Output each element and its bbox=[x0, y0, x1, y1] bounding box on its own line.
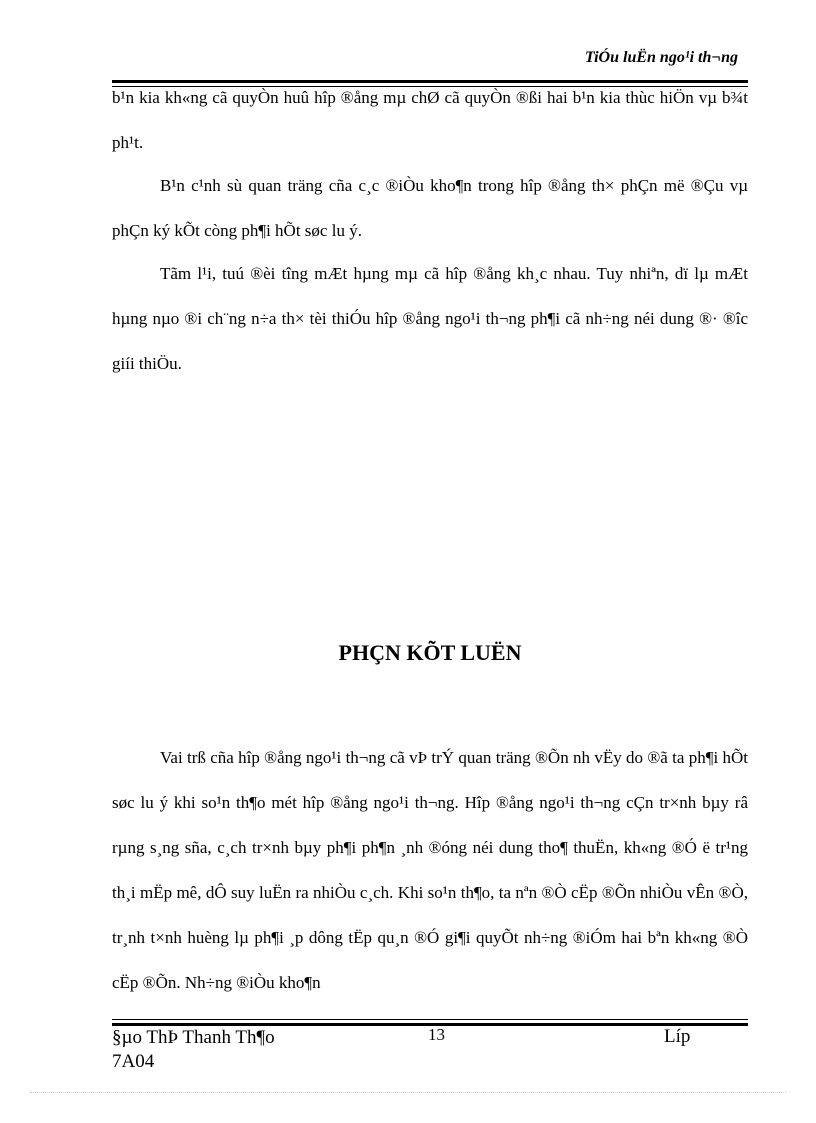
author-name: §µo ThÞ Thanh Th¶o bbox=[112, 1027, 275, 1048]
section-title: PHÇN KÕT LUËN bbox=[338, 640, 522, 665]
paragraph: Tãm l¹i, tuú ®èi tîng mÆt hµng mµ cã hîp ®ång kh¸c nhau. Tuy nhiªn, dï lµ mÆt hµng nµo ®i ch¨ng n÷a th× tèi thiÓu hîp ®ång ngo¹i th¬ng ph¶i cã nh÷ng néi dung ®· ®îc giíi thiÖu. bbox=[112, 264, 748, 373]
class-label: Líp bbox=[664, 1026, 691, 1047]
paragraph-continuation: b¹n kia kh«ng cã quyÒn huû hîp ®ång mµ chØ cã quyÒn ®ßi hai b¹n kia thùc hiÖn vµ b¾t ph¹t. bbox=[112, 88, 748, 152]
paragraph: Vai trß cña hîp ®ång ngo¹i th¬ng cã vÞ trÝ quan träng ®Õn nh vËy do ®ã ta ph¶i hÕt søc lu ý khi so¹n th¶o mét hîp ®ång ngo¹i th¬ng. Hîp ®ång ngo¹i th¬ng cÇn tr×nh bµy râ rµng s¸ng sña, c¸ch tr×nh bµy ph¶i ph¶n ¸nh ®óng néi dung tho¶ thuËn, kh«ng ®Ó ë tr¹ng th¸i mËp mê, dÔ suy luËn ra nhiÒu c¸ch. Khi so¹n th¶o, ta nªn ®Ò cËp ®Õn nhiÒu vÊn ®Ò, tr¸nh t×nh huèng lµ ph¶i ¸p dông tËp qu¸n ®Ó gi¶i quyÕt nh÷ng ®iÓm hai bªn kh«ng ®Ò cËp ®Õn. Nh÷ng ®iÒu kho¶n bbox=[112, 748, 748, 992]
footer-author bbox=[112, 1026, 312, 1074]
running-header: TiÓu luËn ngo¹i th¬ng bbox=[584, 49, 738, 66]
class-code: 7A04 bbox=[112, 1051, 155, 1072]
page-boundary bbox=[30, 1092, 786, 1093]
page-number: 13 bbox=[428, 1025, 445, 1044]
paragraph: B¹n c¹nh sù quan träng cña c¸c ®iÒu kho¶n trong hîp ®ång th× phÇn më ®Çu vµ phÇn ký kÕt còng ph¶i hÕt søc lu ý. bbox=[112, 176, 748, 240]
footer-rule-thin bbox=[112, 1019, 748, 1020]
